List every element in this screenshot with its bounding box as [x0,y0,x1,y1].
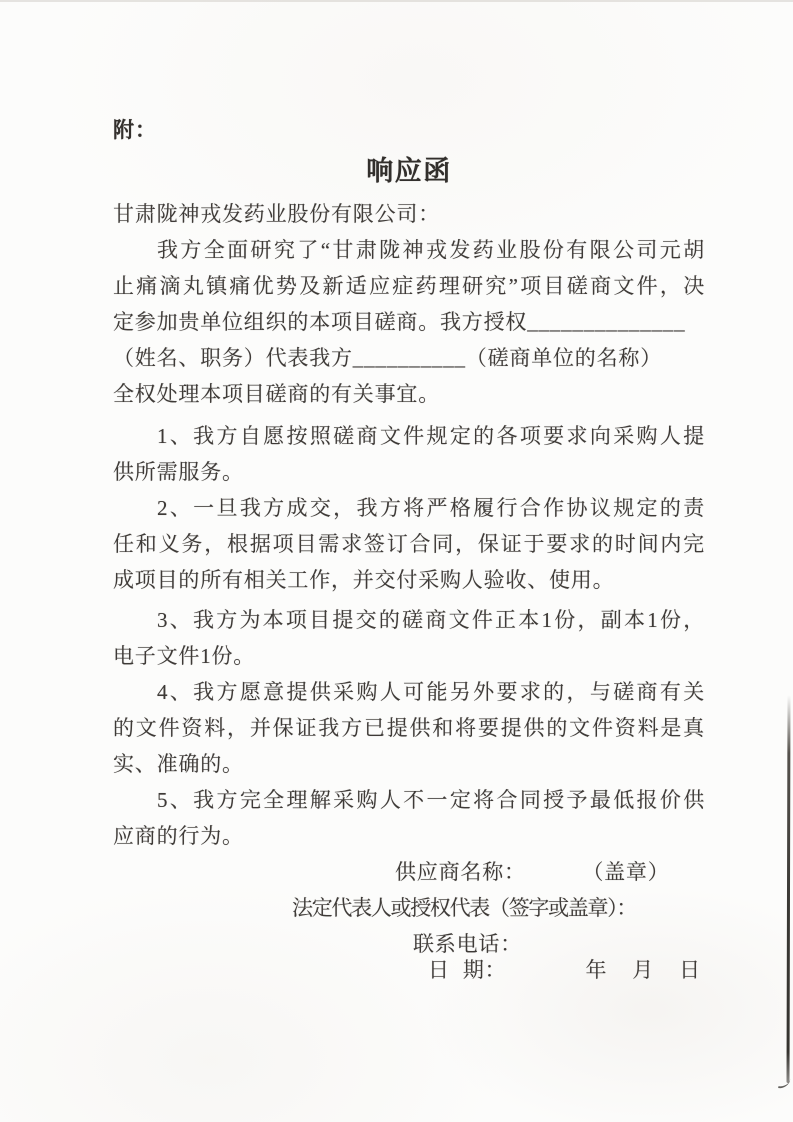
recipient-line: 甘肃陇神戎发药业股份有限公司： [113,202,440,226]
body-line: 任和义务，根据项目需求签订合同，保证于要求的时间内完 [113,532,705,556]
phone-line: 联系电话： [413,932,522,956]
document-content [113,113,705,988]
date-year-label: 年 [585,958,608,982]
body-line-item-5: 5、我方完全理解采购人不一定将合同授予最低报价供 [157,788,705,812]
page-title: 响应函 [366,156,452,186]
body-line-item-1: 1、我方自愿按照磋商文件规定的各项要求向采购人提 [157,424,705,448]
body-line-authorize-blank: 定参加贵单位组织的本项目磋商。我方授权______________ [113,310,686,334]
body-line: 成项目的所有相关工作，并交付采购人验收、使用。 [113,568,615,592]
body-line: 我方全面研究了“甘肃陇神戎发药业股份有限公司元胡 [157,238,705,262]
scan-edge-shadow [786,695,790,1083]
body-line: 全权处理本项目磋商的有关事宜。 [113,382,440,406]
scan-top-edge [0,0,793,2]
supplier-name-line [395,854,705,890]
seal-note: （盖章） [592,860,670,884]
date-month-label: 月 [632,958,655,982]
body-line: 止痛滴丸镇痛优势及新适应症药理研究”项目磋商文件，决 [113,274,705,298]
date-line [428,952,705,988]
body-line-item-4: 4、我方愿意提供采购人可能另外要求的，与磋商有关 [157,680,705,704]
body-line: 的文件资料，并保证我方已提供和将要提供的文件资料是真 [113,716,705,740]
body-line: 电子文件1份。 [113,644,256,668]
body-line-representative-blank: （姓名、职务）代表我方__________（磋商单位的名称） [113,346,662,370]
body-line-item-3: 3、我方为本项目提交的磋商文件正本1份，副本1份， [157,608,705,632]
body-line: 实、准确的。 [113,752,244,776]
body-line: 应商的行为。 [113,824,244,848]
body-line: 供所需服务。 [113,460,244,484]
attachment-label: 附： [113,119,157,142]
supplier-name-label: 供应商名称： [395,860,526,884]
scan-edge-shadow-hook [778,1073,791,1089]
date-label: 日 期： [428,958,507,982]
date-day-label: 日 [679,958,701,982]
body-line-item-2: 2、一旦我方成交，我方将严格履行合作协议规定的责 [157,496,705,520]
representative-line: 法定代表人或授权代表（签字或盖章）： [292,896,637,920]
